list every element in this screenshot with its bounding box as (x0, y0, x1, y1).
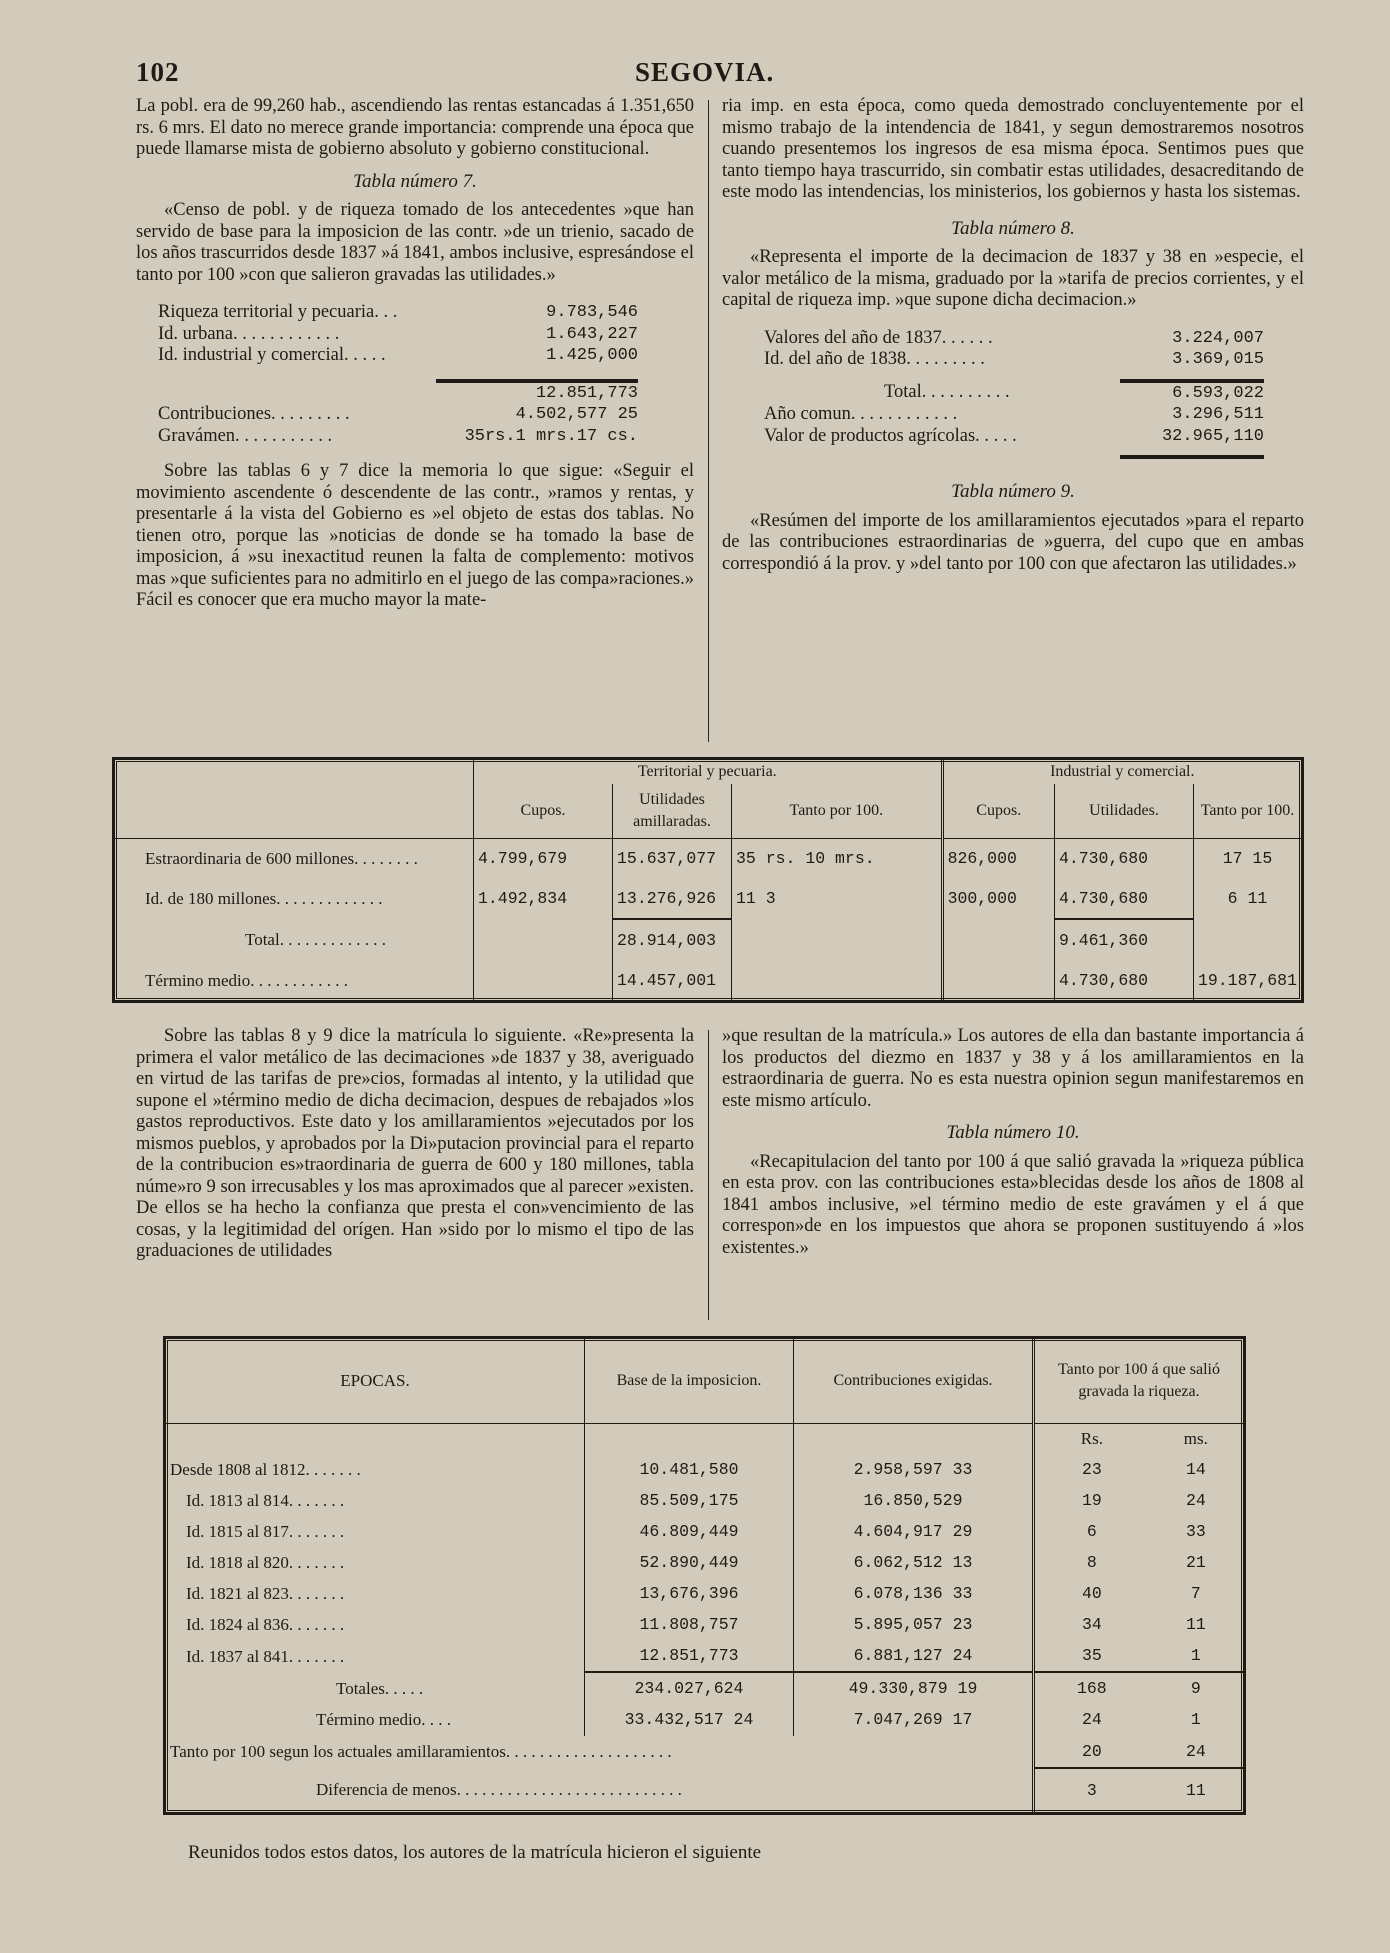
table-row: Id. 1824 al 836. . . . . . . 11.808,757 5.895,057 23 34 11 (166, 1609, 1243, 1640)
table9-col-utilidades2: Utilidades. (1054, 784, 1193, 838)
table10-medio-row: Término medio. . . . 33.432,517 24 7.047,269 17 24 1 (166, 1705, 1243, 1736)
table10 (166, 1339, 1243, 1812)
table8-row: Valor de productos agrícolas. . . . . 32.965,110 (764, 425, 1264, 446)
table10-actuales-row: Tanto por 100 segun los actuales amillaramientos. . . . . . . . . . . . . . . . . . . . 20 24 (166, 1736, 1243, 1768)
left-column-top (136, 96, 694, 612)
table9-col-tanto: Tanto por 100. (732, 784, 943, 838)
table10-frame (163, 1336, 1246, 1815)
table-row: Id. 1837 al 841. . . . . . . 12.851,773 6.881,127 24 35 1 (166, 1640, 1243, 1672)
table-row: Id. 1818 al 820. . . . . . . 52.890,449 6.062,512 13 8 21 (166, 1547, 1243, 1578)
table8-ledger (764, 328, 1264, 460)
table10-col-epocas: EPOCAS. (166, 1339, 585, 1423)
table10-col-base: Base de la imposicion. (585, 1339, 794, 1423)
table8-quote: «Representa el importe de la decimacion de 1837 y 38 en »especie, el valor metálico de la misma, graduado por la »tarifa de precios corrientes, y el capital de riqueza imp. »que supone dicha decimacion.» (722, 247, 1304, 310)
table7-total: 12.851,773 (535, 383, 638, 403)
table-row: Desde 1808 al 1812. . . . . . . 10.481,580 2.958,597 33 23 14 (166, 1455, 1243, 1486)
table8-row: Valores del año de 1837. . . . . . 3.224,007 (764, 327, 1264, 348)
table9-group-industrial: Industrial y comercial. (942, 760, 1301, 784)
table-row: Id. de 180 millones. . . . . . . . . . . . . 1.492,834 13.276,926 11 3 300,000 4.730,680 6 11 (115, 878, 1301, 919)
paragraph-autores: »que resultan de la matrícula.» Los autores de ella dan bastante importancia á los productos del diezmo en 1837 y 38 y á los amillaramientos en la estraordinaria de guerra. No es esta nuestra opinion segun manifestaremos en este mismo artículo. (722, 1026, 1304, 1111)
table9-col-tanto2: Tanto por 100. (1193, 784, 1301, 838)
footer-line: Reunidos todos estos datos, los autores de la matrícula hicieron el siguiente (188, 1842, 762, 1863)
table7-row: Riqueza territorial y pecuaria. . . 9.783,546 (158, 302, 638, 322)
table-row: Id. 1813 al 814. . . . . . . 85.509,175 16.850,529 19 24 (166, 1486, 1243, 1517)
column-divider (708, 1030, 709, 1320)
table8-total-row: Total. . . . . . . . . . 6.593,022 (884, 381, 1264, 403)
table9-group-territorial: Territorial y pecuaria. (474, 760, 943, 784)
left-column-middle (136, 1026, 694, 1263)
column-divider (708, 100, 709, 742)
table8-heading: Tabla número 8. (951, 217, 1075, 239)
page-number: 102 (136, 57, 180, 87)
table8-row: Año comun. . . . . . . . . . . . 3.296,511 (764, 404, 1264, 424)
table9 (115, 760, 1301, 1000)
right-column-middle (722, 1026, 1304, 1259)
table9-medio-row: Término medio. . . . . . . . . . . . 14.457,001 4.730,680 19.187,681 (115, 961, 1301, 1000)
table-row: Id. 1821 al 823. . . . . . . 13,676,396 6.078,136 33 40 7 (166, 1578, 1243, 1609)
paragraph-intro: La pobl. era de 99,260 hab., ascendiendo las rentas estancadas á 1.351,650 rs. 6 mrs. El dato no merece grande importancia: comprende una época que puede llamarse mista de gobierno absoluto y gobierno constitucional. (136, 96, 694, 159)
table7-quote: «Censo de pobl. y de riqueza tomado de los antecedentes »que han servido de base para la imposicion de las contr. »de un trienio, sacado de los años trascurridos desde 1837 »á 1841, ambos inclusive, espresándose el tanto por 100 »con que salieron gravadas las utilidades.» (136, 200, 694, 285)
table-row: Estraordinaria de 600 millones. . . . . . . . 4.799,679 15.637,077 35 rs. 10 mrs. 826,000 4.730,680 17 15 (115, 838, 1301, 878)
table7-row: Id. industrial y comercial. . . . . 1.425,000 (158, 345, 638, 365)
table7-heading: Tabla número 7. (353, 170, 477, 192)
table9-total-row: Total. . . . . . . . . . . . . 28.914,003 9.461,360 (115, 919, 1301, 960)
table8-row: Id. del año de 1838. . . . . . . . . 3.369,015 (764, 349, 1264, 369)
page-title: SEGOVIA. (635, 57, 775, 87)
table9-col-cupos2: Cupos. (942, 784, 1054, 838)
table10-col-rs: Rs. (1034, 1423, 1149, 1455)
paragraph-matricula: Sobre las tablas 8 y 9 dice la matrícula lo siguiente. «Re»presenta la primera el valor metálico de las decimaciones »de 1837 y 38, averiguado en virtud de las tarifas de pre»cios, formadas al intento, y la utilidad que supone el »término medio de dicha decimacion, despues de rebajados »los gastos reproductivos. Este dato y los amillaramientos »ejecutados por los mismos pueblos, y aprobados por la Di»putacion provincial para el reparto de la contribucion es»traordinaria de guerra de 600 y 180 millones, tabla núme»ro 9 son irrecusables y los mas aproximados que al parecer »existen. De ellos se ha hecho la confianza que presta el con»vencimiento de las cosas, y la legitimidad del orígen. Han »sido por lo mismo el tipo de las graduaciones de utilidades (136, 1026, 694, 1261)
table7-contrib-row: Contribuciones. . . . . . . . . 4.502,577 25 (158, 404, 638, 424)
table10-totales-row: Totales. . . . . 234.027,624 49.330,879 19 168 9 (166, 1672, 1243, 1704)
table9-quote: «Resúmen del importe de los amillaramientos ejecutados »para el reparto de las contribuciones estraordinarias de »guerra, del cupo que en ambas correspondió á la prov. y »del tanto por 100 con que afectaron las utilidades.» (722, 510, 1304, 574)
table9-heading: Tabla número 9. (951, 481, 1075, 502)
paragraph-continuation: ria imp. en esta época, como queda demostrado concluyentemente por el mismo trabajo de la intendencia de 1841, y segun demostraremos nosotros cuando presentemos los ingresos de esa misma época. Sentimos pues que tanto tiempo haya trascurrido, sin combatir estas utilidades, desacreditando de este modo las intendencias, los ministerios, los gobiernos y hasta los sistemas. (722, 96, 1304, 202)
table7-row: Id. urbana. . . . . . . . . . . . 1.643,227 (158, 323, 638, 344)
table-row: Id. 1815 al 817. . . . . . . 46.809,449 4.604,917 29 6 33 (166, 1516, 1243, 1547)
table9-frame (112, 757, 1304, 1003)
table10-col-contrib: Contribuciones exigidas. (794, 1339, 1034, 1423)
table10-col-tanto: Tanto por 100 á que salió gravada la riqueza. (1034, 1339, 1244, 1423)
table9-col-utilidades: Utilidades amillaradas. (613, 784, 732, 838)
table10-quote: «Recapitulacion del tanto por 100 á que salió gravada la »riqueza pública en esta prov. con las contribuciones esta»blecidas desde los años de 1808 al 1841 ambos inclusive, »el término medio de este gravámen y el á que correspon»de en los impuestos que ahora se proponen sustituyendo á »los existentes.» (722, 1151, 1304, 1258)
table7-ledger (158, 302, 638, 447)
table9-col-cupos: Cupos. (474, 784, 613, 838)
paragraph-memoria: Sobre las tablas 6 y 7 dice la memoria lo que sigue: «Seguir el movimiento ascendente ó descendente de las contr., »ramos y rentas, y presentarle á la vista del Gobierno es »el objeto de estas dos tablas. No tienen otro, porque las »noticias de donde se ha tomado la base de imposicion, á »su inexactitud reunen la falta de complemento: motivos mas »que suficientes para no admitirlo en el juego de las compa»raciones.» Fácil es conocer que era mucho mayor la mate- (136, 461, 694, 610)
right-column-top (722, 96, 1304, 575)
table10-col-ms: ms. (1183, 1429, 1208, 1449)
table10-diferencia-row: Diferencia de menos. . . . . . . . . . . . . . . . . . . . . . . . . . . 3 11 (166, 1768, 1243, 1812)
table10-heading: Tabla número 10. (946, 1122, 1080, 1143)
table7-gravamen-row: Gravámen. . . . . . . . . . . 35rs.1 mrs.17 cs. (158, 425, 638, 446)
table7-total-row (158, 381, 638, 405)
